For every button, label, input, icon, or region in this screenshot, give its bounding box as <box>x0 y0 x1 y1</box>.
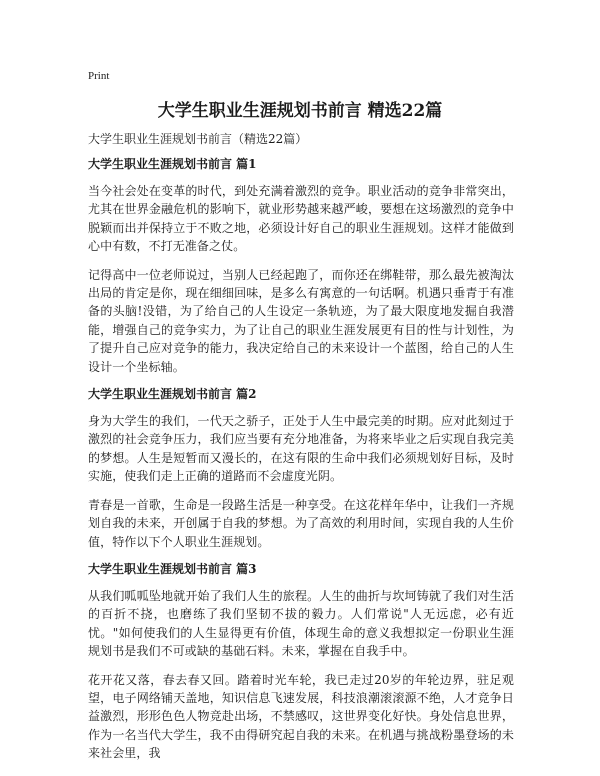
print-label: Print <box>88 70 110 82</box>
document-subtitle: 大学生职业生涯规划书前言（精选22篇） <box>88 132 308 146</box>
paragraph: 青春是一首歌，生命是一段路生活是一种享受。在这花样年华中，让我们一齐规划自我的未来，开创属于自我的梦想。为了高效的利用时间，实现自我的人生价值，特作以下个人职业生涯规划。 <box>88 497 514 549</box>
document-body <box>88 156 514 773</box>
section-heading: 大学生职业生涯规划书前言 篇2 <box>88 387 257 402</box>
section-heading: 大学生职业生涯规划书前言 篇3 <box>88 561 257 576</box>
paragraph: 记得高中一位老师说过，当别人已经起跑了，而你还在绑鞋带，那么最先被淘汰出局的肯定是你，现在细细回味，是多么有寓意的一句话啊。机遇只垂青于有准备的头脑!没错，为了给自己的人生设定一条轨迹，为了最大限度地发掘自我潜能，增强自己的竞争实力，为了让自己的职业生涯发展更有目的性与计划性，为了提升自己应对竞争的能力，我决定给自己的未来设计一个蓝图，给自己的人生设计一个坐标轴。 <box>88 267 514 374</box>
paragraph: 从我们呱呱坠地就开始了我们人生的旅程。人生的曲折与坎坷铸就了我们对生活的百折不挠，也磨练了我们坚韧不拔的毅力。人们常说"人无远虑，必有近忧。"如何使我们的人生显得更有价值，体现生命的意义我想拟定一份职业生涯规划书是我们不可或缺的基础石料。未来，掌握在自我手中。 <box>88 588 514 659</box>
document-title: 大学生职业生涯规划书前言 精选22篇 <box>157 101 443 121</box>
section-heading: 大学生职业生涯规划书前言 篇1 <box>88 157 257 171</box>
paragraph: 当今社会处在变革的时代，到处充满着激烈的竞争。职业活动的竞争非常突出，尤其在世界金融危机的影响下，就业形势越来越严峻，要想在这场激烈的竞争中脱颖而出并保持立于不败之地，必须设计好自己的职业生涯规划。这样才能做到心中有数，不打无准备之仗。 <box>88 184 514 254</box>
paragraph: 身为大学生的我们，一代天之骄子，正处于人生中最完美的时期。应对此刻过于激烈的社会竞争压力，我们应当要有充分地准备，为将来毕业之后实现自我完美的梦想。人生是短暂而又漫长的，在这有限的生命中我们必须规划好目标，及时实施，使我们走上正确的道路而不会虚度光阴。 <box>88 414 514 484</box>
paragraph: 花开花又落，春去春又回。踏着时光车轮，我已走过20岁的年轮边界，驻足观望，电子网络铺天盖地，知识信息飞速发展，科技浪潮滚滚源不绝，人才竞争日益激烈，形形色色人物竞赴出场，不禁感叹，这世界变化好快。身处信息世界，作为一名当代大学生，我不由得研究起自我的未来。在机遇与挑战粉墨登场的未来社会里，我 <box>88 672 514 761</box>
